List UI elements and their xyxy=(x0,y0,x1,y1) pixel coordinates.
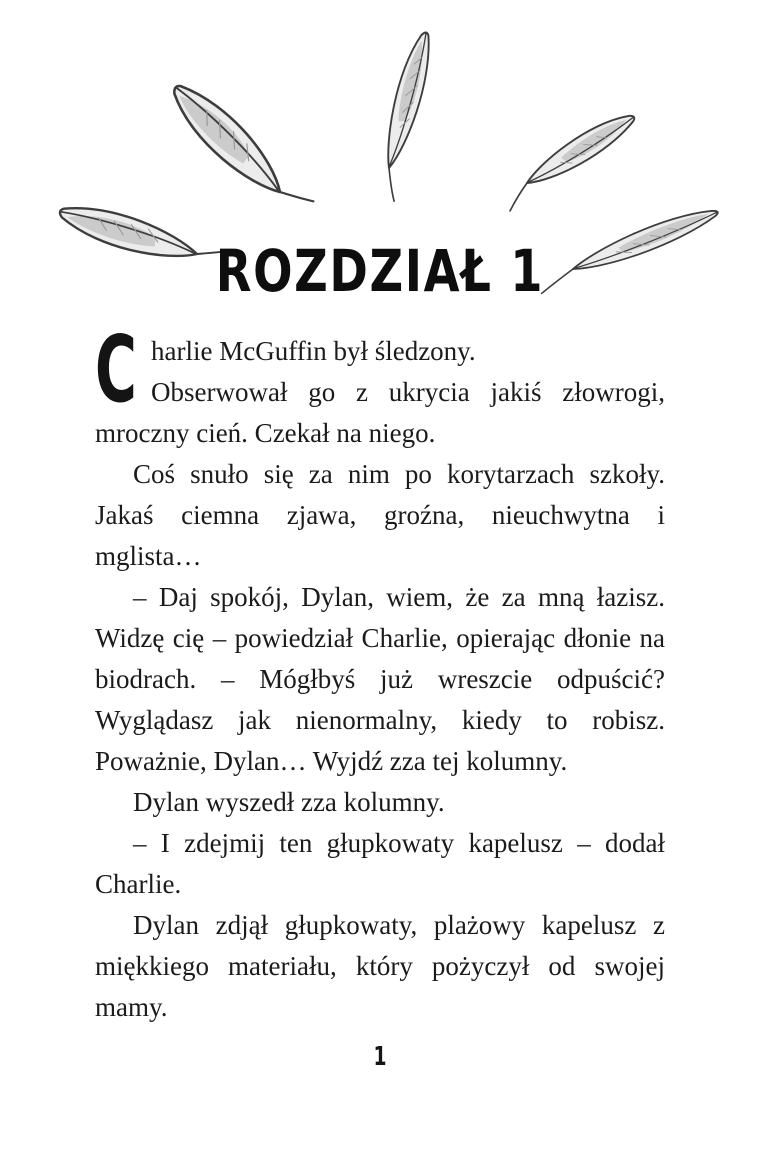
paragraph: – Daj spokój, Dylan, wiem, że za mną łazisz. Widzę cię – powiedział Charlie, opierając dłonie na biodrach. – Mógłbyś już wreszcie odpuścić? Wyglądasz jak nienormalny, kiedy to robisz. Poważnie, Dylan… Wyjdź zza tej kolumny. xyxy=(95,582,665,776)
paragraph: Dylan wyszedł zza kolumny. xyxy=(133,787,445,817)
paragraph: Obserwował go z ukrycia jakiś złowrogi, mroczny cień. Czekał na niego. xyxy=(95,377,665,448)
leaf-upper-right-icon xyxy=(496,107,643,211)
paragraph: harlie McGuffin był śledzony. xyxy=(151,336,476,366)
drop-cap: C xyxy=(95,316,137,423)
paragraph: – I zdejmij ten głupkowaty kapelusz – dodał Charlie. xyxy=(95,828,665,899)
body-text xyxy=(95,316,665,1028)
page-number: 1 xyxy=(373,1042,387,1072)
paragraph: Coś snuło się za nim po korytarzach szkoły. Jakaś ciemna zjawa, groźna, nieuchwytna i mglista… xyxy=(95,459,665,571)
leaf-upper-left-icon xyxy=(163,73,313,226)
leaf-top-center-icon xyxy=(368,29,441,201)
chapter-title: ROZDZIAŁ 1 xyxy=(215,237,545,305)
paragraph: Dylan zdjął głupkowaty, plażowy kapelusz z miękkiego materiału, który pożyczył od swojej mamy. xyxy=(95,910,665,1022)
